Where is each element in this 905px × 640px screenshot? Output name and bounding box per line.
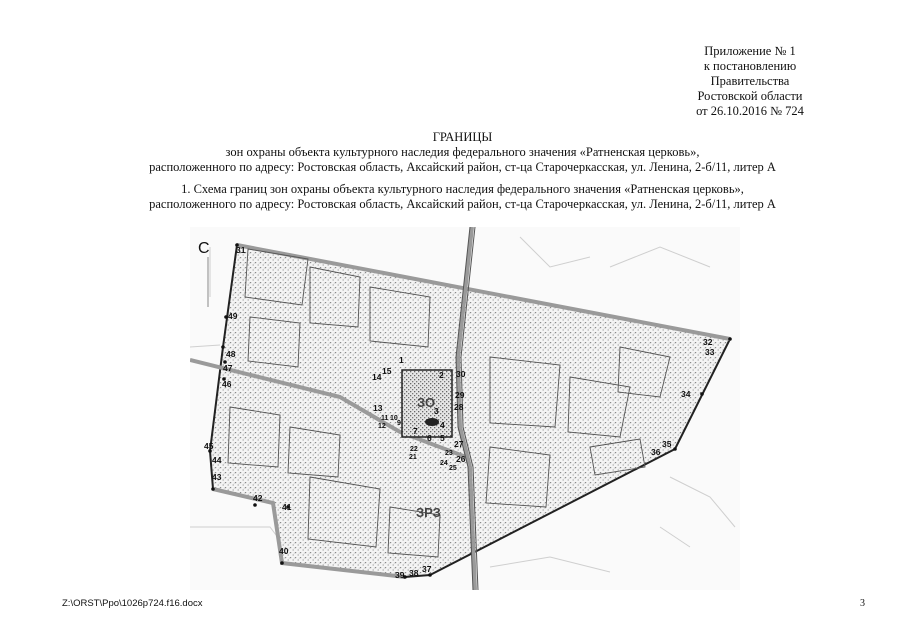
point-label: 1 [399,355,404,365]
point-label: 39 [395,570,405,580]
point-label: 29 [455,390,465,400]
point-label: 32 [703,337,713,347]
point-label: 33 [705,347,715,357]
point-label: 5 [440,433,445,443]
point-label: 35 [662,439,672,449]
point-label: 26 [456,454,466,464]
point-label: 12 [378,423,386,430]
page-number: 3 [860,598,865,609]
point-label: 31 [236,245,246,255]
point-label: 4 [440,420,445,430]
point-label: 47 [223,363,233,373]
point-label: 40 [279,546,289,556]
point-label: 10 [390,415,398,422]
boundary-map-svg [190,227,740,590]
footer-file-path: Z:\ORST\Ppo\1026p724.f16.docx [62,598,203,609]
appendix-line: Правительства [710,74,790,88]
point-label: 48 [226,349,236,359]
point-label: 37 [422,564,432,574]
point-label: 11 [381,415,389,422]
point-label: 49 [228,311,238,321]
point-label: 22 [410,446,418,453]
point-label: 46 [222,379,232,389]
point-label: 41 [282,502,292,512]
zone-label-outer: ЗРЗ [416,505,441,520]
scheme-caption-line: расположенного по адресу: Ростовская область, Аксайский район, ст-ца Старочеркасская, ул. Ленина, 2-б/11, литер А [149,197,776,211]
title-line: расположенного по адресу: Ростовская область, Аксайский район, ст-ца Старочеркасская, ул. Ленина, 2-б/11, литер А [149,160,776,174]
point-label: 2 [439,370,444,380]
point-label: 38 [409,568,419,578]
point-label: 24 [440,460,448,467]
point-label: 25 [449,465,457,472]
appendix-line: от 26.10.2016 № 724 [696,104,804,118]
title-line: зон охраны объекта культурного наследия федерального значения «Ратненская церковь», [225,145,700,159]
point-label: 6 [427,433,432,443]
point-label: 30 [456,369,466,379]
zone-label-inner: ЗО [417,395,436,410]
point-label: 21 [409,454,417,461]
title-heading: ГРАНИЦЫ [432,130,493,144]
scheme-caption-line: 1. Схема границ зон охраны объекта культурного наследия федерального значения «Ратненская церковь», [181,182,744,196]
north-symbol: С [198,240,210,257]
point-label: 43 [212,472,222,482]
appendix-line: Ростовской области [697,89,803,103]
point-label: 14 [372,372,382,382]
point-label: 45 [204,441,214,451]
document-title [40,130,885,212]
point-label: 34 [681,389,691,399]
point-label: 42 [253,493,263,503]
point-label: 13 [373,403,383,413]
appendix-header [600,44,900,119]
point-label: 27 [454,439,464,449]
appendix-line: к постановлению [703,59,797,73]
point-label: 3 [434,406,439,416]
church-marker [425,418,439,426]
point-label: 44 [212,455,222,465]
point-label: 9 [397,420,401,427]
appendix-line: Приложение № 1 [704,44,796,58]
point-label: 28 [454,402,464,412]
boundary-map [190,227,740,590]
point-label: 36 [651,447,661,457]
point-label: 23 [445,450,453,457]
point-label: 15 [382,366,392,376]
point-label: 7 [413,426,418,436]
